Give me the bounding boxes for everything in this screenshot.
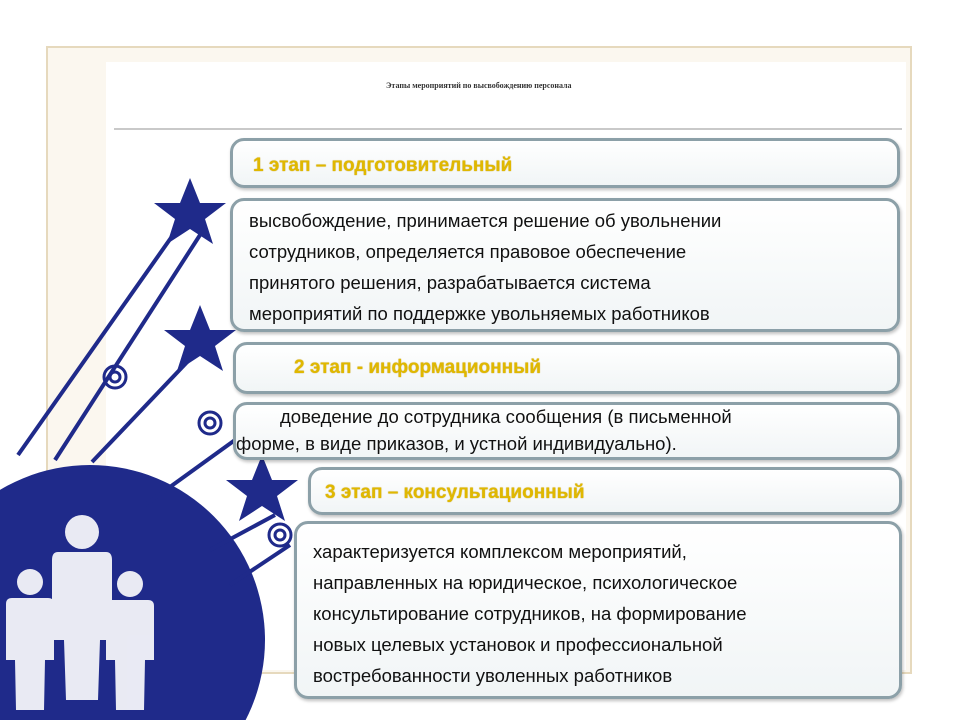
target-icon bbox=[199, 412, 221, 434]
description-line: сотрудников, определяется правовое обеспечение bbox=[249, 241, 687, 262]
star-icon bbox=[154, 178, 226, 244]
description-line: форме, в виде приказов, и устной индивидуально). bbox=[236, 433, 677, 454]
stage-2-header bbox=[233, 342, 900, 394]
description-line: мероприятий по поддержке увольняемых работников bbox=[249, 303, 710, 324]
stage-3-description bbox=[294, 521, 902, 699]
stage-3-header bbox=[308, 467, 902, 515]
description-line: доведение до сотрудника сообщения (в письменной bbox=[280, 406, 732, 427]
description-line: востребованности уволенных работников bbox=[313, 665, 673, 686]
target-icon bbox=[269, 524, 291, 546]
stage-2-description bbox=[233, 402, 900, 460]
description-line: высвобождение, принимается решение об увольнении bbox=[249, 210, 722, 231]
star-icon bbox=[226, 455, 298, 521]
stage-1-label: 1 этап – подготовительный bbox=[253, 155, 513, 176]
description-line: характеризуется комплексом мероприятий, bbox=[313, 541, 687, 562]
stage-2-label: 2 этап - информационный bbox=[294, 357, 542, 378]
stage-1-header bbox=[230, 138, 900, 188]
slide-title: Этапы мероприятий по высвобождению персонала bbox=[386, 81, 572, 90]
description-line: направленных на юридическое, психологическое bbox=[313, 572, 738, 593]
stage-3-label: 3 этап – консультационный bbox=[325, 482, 585, 503]
description-line: консультирование сотрудников, на формирование bbox=[313, 603, 747, 624]
stage-1-description bbox=[230, 198, 900, 332]
description-line: новых целевых установок и профессиональной bbox=[313, 634, 723, 655]
description-line: принятого решения, разрабатывается система bbox=[249, 272, 651, 293]
star-icon bbox=[164, 305, 236, 371]
